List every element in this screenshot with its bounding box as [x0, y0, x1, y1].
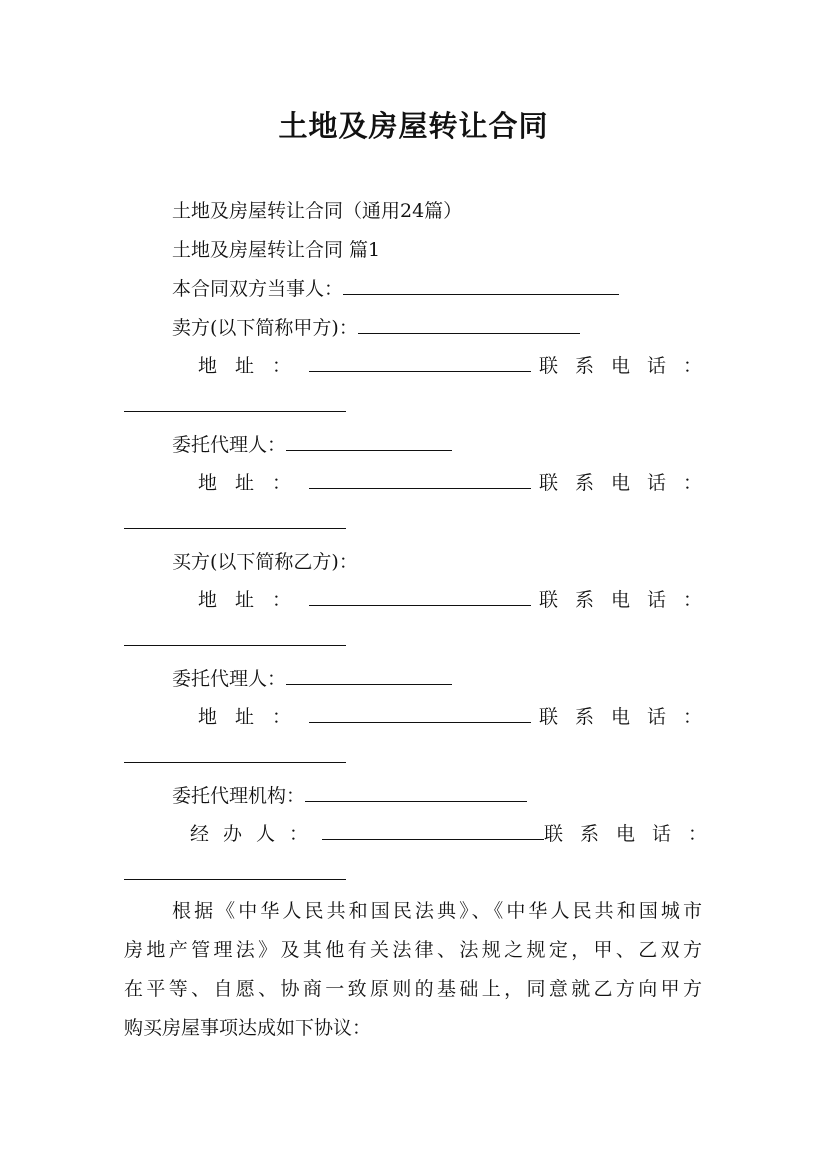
- agency-blank[interactable]: [305, 782, 527, 802]
- seller-phone-blank[interactable]: [124, 392, 346, 412]
- seller-agent-phone-blank[interactable]: [124, 509, 346, 529]
- buyer-agent-address-blank[interactable]: [309, 703, 531, 723]
- paragraph-line-2: 房地产管理法》及其他有关法律、法规之规定，甲、乙双方: [124, 939, 702, 961]
- subtitle-line: [124, 197, 750, 225]
- buyer-address-blank[interactable]: [309, 586, 531, 606]
- handler-blank[interactable]: [322, 820, 544, 840]
- agency-label: 委托代理机构：: [172, 785, 306, 807]
- seller-agent-phone-label: 联系电话：: [538, 472, 719, 494]
- seller-agent-blank[interactable]: [286, 431, 452, 451]
- paragraph-line-1: 根据《中华人民共和国民法典》、《中华人民共和国城市: [172, 900, 702, 922]
- handler-phone-blank[interactable]: [124, 860, 346, 880]
- seller-label: 卖方(以下简称甲方)：: [172, 317, 358, 339]
- seller-address-blank[interactable]: [309, 352, 531, 372]
- parties-line: [124, 275, 750, 303]
- buyer-agent-blank[interactable]: [286, 665, 452, 685]
- buyer-label: 买方(以下简称乙方)：: [172, 551, 358, 573]
- subtitle-text: 土地及房屋转让合同（通用24篇）: [172, 200, 463, 222]
- seller-line: [124, 314, 750, 342]
- buyer-agent-phone-label: 联系电话：: [538, 706, 719, 728]
- chapter-line: [124, 236, 750, 264]
- chapter-text: 土地及房屋转让合同 篇1: [172, 239, 381, 261]
- buyer-agent-label: 委托代理人：: [172, 668, 287, 690]
- buyer-agent-phone-row: [124, 743, 702, 771]
- buyer-phone-blank[interactable]: [124, 626, 346, 646]
- buyer-phone-row: [124, 626, 702, 654]
- buyer-address-label: 地址：: [198, 589, 310, 611]
- handler-row: [124, 820, 725, 848]
- seller-address-row: [124, 352, 719, 380]
- paragraph-line-3: 在平等、自愿、协商一致原则的基础上，同意就乙方向甲方: [124, 978, 702, 1000]
- seller-blank[interactable]: [358, 314, 580, 334]
- buyer-line: [124, 548, 750, 576]
- seller-address-label: 地址：: [198, 355, 310, 377]
- parties-blank[interactable]: [343, 275, 619, 295]
- paragraph-line-4: 购买房屋事项达成如下协议：: [124, 1017, 372, 1039]
- seller-phone-row: [124, 392, 702, 420]
- buyer-agent-address-row: [124, 703, 719, 731]
- buyer-phone-label: 联系电话：: [538, 589, 719, 611]
- handler-phone-row: [124, 860, 702, 888]
- seller-agent-label: 委托代理人：: [172, 434, 287, 456]
- parties-label: 本合同双方当事人：: [172, 278, 344, 300]
- document-title: 土地及房屋转让合同: [278, 109, 549, 143]
- agency-line: [124, 782, 750, 810]
- seller-agent-phone-row: [124, 509, 702, 537]
- buyer-agent-address-label: 地址：: [198, 706, 310, 728]
- handler-phone-label: 联系电话：: [544, 823, 725, 845]
- buyer-agent-line: [124, 665, 750, 693]
- seller-agent-address-blank[interactable]: [309, 469, 531, 489]
- seller-agent-address-row: [124, 469, 719, 497]
- seller-phone-label: 联系电话：: [538, 355, 719, 377]
- seller-agent-address-label: 地址：: [198, 472, 310, 494]
- buyer-address-row: [124, 586, 719, 614]
- handler-label: 经办人：: [190, 823, 323, 845]
- buyer-agent-phone-blank[interactable]: [124, 743, 346, 763]
- seller-agent-line: [124, 431, 750, 459]
